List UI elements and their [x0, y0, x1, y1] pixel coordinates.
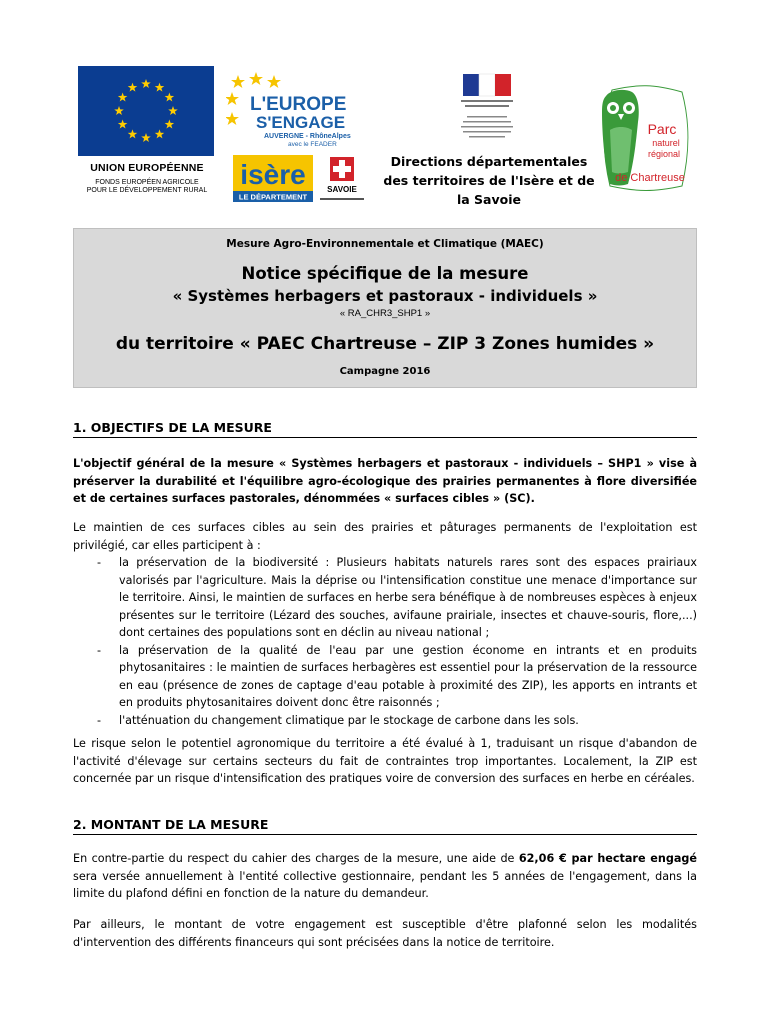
- isere-subtitle: LE DÉPARTEMENT: [238, 192, 308, 202]
- parc-line-2: naturel: [652, 138, 680, 148]
- directions-line-2: des territoires de l'Isère et de: [383, 173, 595, 188]
- directions-departementales: [378, 152, 600, 209]
- aid-text-start: En contre-partie du respect du cahier des charges de la mesure, une aide de: [73, 852, 519, 865]
- list-item: - l'atténuation du changement climatique par le stockage de carbone dans les sols.: [97, 713, 579, 727]
- parc-line-4: de Chartreuse: [615, 172, 685, 184]
- isere-name: isère: [240, 159, 306, 190]
- europe-line-3: AUVERGNE - RhôneAlpes: [264, 133, 351, 140]
- section-2-paragraph-1: [73, 850, 697, 903]
- europe-sengage-logo: [226, 72, 366, 148]
- eu-stars-icon: [78, 66, 214, 156]
- directions-line-3: la Savoie: [456, 192, 521, 207]
- territory-title: du territoire « PAEC Chartreuse – ZIP 3 Zones humides »: [115, 334, 655, 354]
- measure-code: « RA_CHR3_SHP1 »: [339, 308, 431, 319]
- campaign-year: Campagne 2016: [339, 366, 431, 377]
- aid-amount: 62,06 € par hectare engagé: [518, 852, 697, 865]
- notice-title: Notice spécifique de la mesure: [241, 264, 529, 283]
- section-1-paragraph-2: Le risque selon le potentiel agronomique du territoire a été évalué à 1, traduisant un risque d'abandon de l'activité d'élevage sur certains secteurs du fait de contraintes trop importantes. Localement, la ZIP est concernée par un risque d'intensification des pratiques voire de conversion des surfaces en herbe en céréales.: [73, 737, 697, 785]
- republique-francaise-logo: [455, 72, 519, 148]
- parc-line-1: Parc: [647, 121, 677, 137]
- parc-chartreuse-logo: [598, 82, 694, 194]
- eu-logo: [78, 66, 216, 195]
- directions-line-1: Directions départementales: [390, 154, 588, 169]
- section-1-title: 1. OBJECTIFS DE LA MESURE: [73, 420, 697, 438]
- eu-title: UNION EUROPÉENNE: [90, 162, 204, 174]
- europe-line-1: L'EUROPE: [250, 94, 347, 115]
- objectives-list: [73, 554, 697, 729]
- section-1-paragraph-1: Le maintien de ces surfaces cibles au sein des prairies et pâturages permanents de l'exploitation est privilégié, car elles participent à :: [73, 521, 697, 552]
- section-2-paragraph-2: Par ailleurs, le montant de votre engagement est susceptible d'être plafonné selon les modalités d'intervention des différents financeurs qui sont précisées dans la notice de territoire.: [73, 918, 697, 949]
- europe-line-4: avec le FEADER: [288, 141, 337, 148]
- maec-heading: Mesure Agro-Environnementale et Climatique (MAEC): [226, 238, 544, 250]
- measure-name: « Systèmes herbagers et pastoraux - individuels »: [172, 287, 598, 305]
- eu-fund-line-1: FONDS EUROPÉEN AGRICOLE: [95, 179, 199, 186]
- isere-logo: [233, 155, 313, 202]
- objective-intro: L'objectif général de la mesure « Systèmes herbagers et pastoraux - individuels – SHP1 » vise à préserver la durabilité et l'équilibre agro-écologique des prairies permanentes à flore diversifiée et de certaines surfaces pastorales, dénommées « surfaces cibles » (SC).: [73, 457, 697, 505]
- title-box: [73, 228, 697, 388]
- list-item: - la préservation de la qualité de l'eau par une gestion économe en intrants et en produits phytosanitaires : le maintien de surfaces herbagères est essentiel pour la préservation de la ressource en eau (présence de zones de captage d'eau potable à proximité des ZIP), les apports en intrants et en produits phytosanitaires doivent donc être raisonnés ;: [97, 643, 697, 709]
- list-item-text: la préservation de la qualité de l'eau par une gestion économe en intrants et en produits phytosanitaires : le maintien de surfaces herbagères est essentiel pour la préservation de la ressource en eau (présence de zones de captage d'eau potable à proximité des ZIP), les apports en intrants et en produits phytosanitaires doivent donc être raisonnés ;: [119, 643, 697, 709]
- eu-fund-line-2: POUR LE DÉVELOPPEMENT RURAL: [86, 187, 208, 194]
- list-item-text: l'atténuation du changement climatique par le stockage de carbone dans les sols.: [119, 713, 579, 727]
- list-item: - la préservation de la biodiversité : Plusieurs habitats naturels rares sont des espaces prairiaux valorisés par l'agriculture. Mais la déprise ou l'intensification constitue une menace d'importance sur le territoire. Ainsi, le maintien de surfaces en herbe sera bénéfique à de nombreuses espèces à enjeux présentes sur le territoire (Lézard des souches, avifaune prairiale, insectes et chauve-souris, flore,...) dont certaines des populations sont en déclin au niveau national ;: [97, 556, 697, 639]
- savoie-logo: [316, 155, 368, 205]
- eu-flag-icon: [78, 66, 214, 156]
- list-item-text: la préservation de la biodiversité : Plusieurs habitats naturels rares sont des espaces prairiaux valorisés par l'agriculture. Mais la déprise ou l'intensification constitue une menace d'importance sur le territoire. Ainsi, le maintien de surfaces en herbe sera bénéfique à de nombreuses espèces à enjeux présentes sur le territoire (Lézard des souches, avifaune prairiale, insectes et chauve-souris, flore,...) dont certaines des populations sont en déclin au niveau national ;: [119, 556, 697, 639]
- section-2-title: 2. MONTANT DE LA MESURE: [73, 817, 697, 835]
- europe-line-2: S'ENGAGE: [256, 113, 346, 132]
- savoie-name: SAVOIE: [327, 185, 357, 194]
- parc-line-3: régional: [647, 149, 681, 159]
- aid-text-end: sera versée annuellement à l'entité collective gestionnaire, pendant les 5 années de l'engagement, dans la limite du plafond défini en fonction de la nature du demandeur.: [73, 869, 697, 900]
